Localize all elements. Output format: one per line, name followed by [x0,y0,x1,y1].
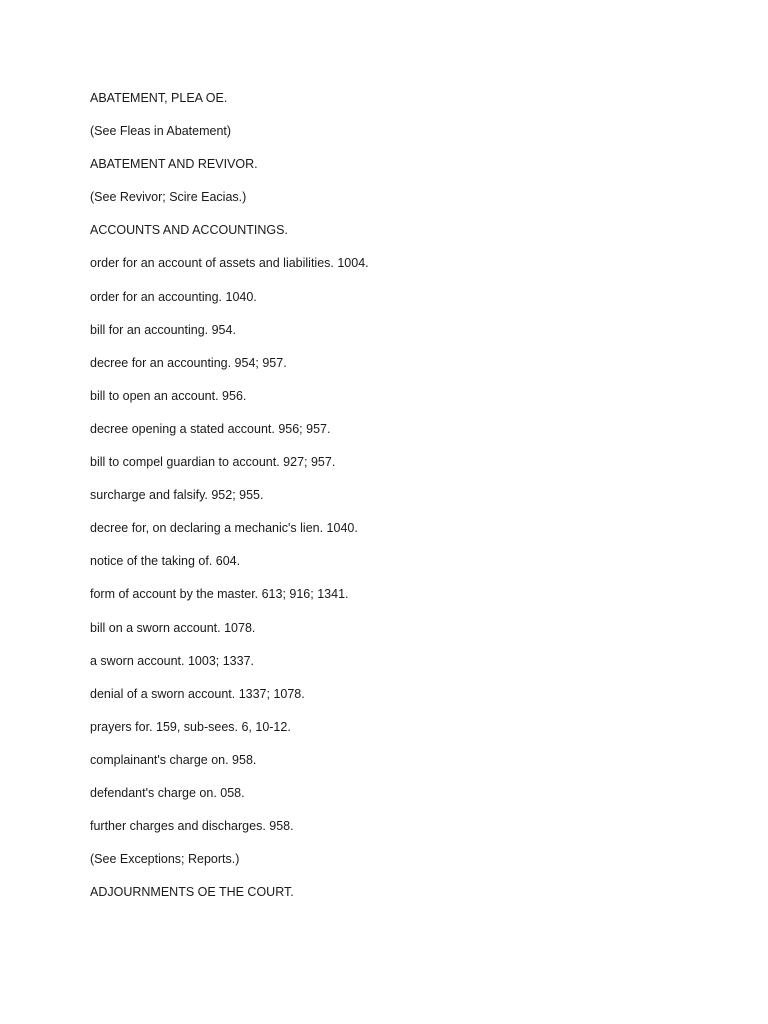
index-entry: complainant's charge on. 958. [90,752,257,767]
cross-reference: (See Exceptions; Reports.) [90,852,240,867]
index-entry: order for an account of assets and liabilities. 1004. [90,256,369,271]
index-entry: defendant's charge on. 058. [90,785,245,800]
index-entry: further charges and discharges. 958. [90,819,294,834]
heading-abatement-plea: ABATEMENT, PLEA OE. [90,91,228,105]
index-entry: a sworn account. 1003; 1337. [90,653,255,668]
index-entry: surcharge and falsify. 952; 955. [90,488,264,503]
index-entry: bill to open an account. 956. [90,388,247,403]
index-entry: denial of a sworn account. 1337; 1078. [90,686,305,701]
index-entry: decree for an accounting. 954; 957. [90,355,287,370]
index-entry: bill for an accounting. 954. [90,322,236,337]
index-entry: notice of the taking of. 604. [90,554,241,569]
index-entry: decree opening a stated account. 956; 957. [90,421,331,436]
index-entry: order for an accounting. 1040. [90,289,257,304]
cross-reference: (See Revivor; Scire Eacias.) [90,190,247,205]
index-entry: decree for, on declaring a mechanic's lien. 1040. [90,521,358,536]
index-entry: bill to compel guardian to account. 927; 957. [90,455,336,470]
cross-reference: (See Fleas in Abatement) [90,124,232,139]
index-entry: form of account by the master. 613; 916; 1341. [90,587,349,602]
index-entry: prayers for. 159, sub-sees. 6, 10-12. [90,719,291,734]
heading-abatement-revivor: ABATEMENT AND REVIVOR. [90,157,258,172]
heading-accounts: ACCOUNTS AND ACCOUNTINGS. [90,223,288,238]
heading-adjournments: ADJOURNMENTS OE THE COURT. [90,885,294,900]
document-page [90,90,730,917]
index-entry: bill on a sworn account. 1078. [90,620,256,635]
